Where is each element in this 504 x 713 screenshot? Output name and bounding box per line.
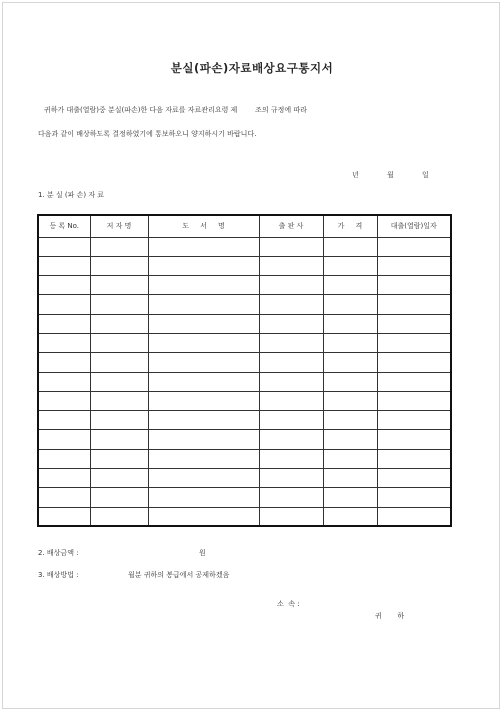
- table-cell: [148, 276, 259, 295]
- table-cell: [377, 507, 451, 526]
- table-cell: [38, 276, 90, 295]
- lost-items-table: [37, 214, 452, 527]
- table-cell: [377, 391, 451, 410]
- table-cell: [90, 411, 148, 430]
- table-row: [38, 314, 451, 333]
- table-cell: [323, 237, 377, 256]
- header-registration-no: 등 록 No.: [38, 215, 90, 237]
- compensation-amount-unit: 원: [199, 549, 206, 557]
- table-cell: [323, 469, 377, 488]
- table-cell: [148, 488, 259, 507]
- table-row: [38, 372, 451, 391]
- table-cell: [259, 237, 323, 256]
- table-cell: [259, 469, 323, 488]
- table-cell: [38, 353, 90, 372]
- header-author: 저 자 명: [90, 215, 148, 237]
- table-cell: [90, 314, 148, 333]
- table-cell: [377, 372, 451, 391]
- notice-paragraph-line1: 귀하가 대출(열람)중 분실(파손)한 다음 자료를 자료관리요령 제 조의 규정에 따라: [44, 106, 307, 114]
- table-cell: [90, 256, 148, 275]
- table-cell: [38, 333, 90, 352]
- table-cell: [323, 411, 377, 430]
- table-cell: [259, 372, 323, 391]
- table-cell: [377, 430, 451, 449]
- table-cell: [90, 469, 148, 488]
- table-cell: [148, 411, 259, 430]
- table-cell: [259, 276, 323, 295]
- table-row: [38, 237, 451, 256]
- table-cell: [377, 411, 451, 430]
- section-lost-items-heading: 1. 분 실 (파 손) 자 료: [38, 191, 105, 199]
- table-cell: [323, 295, 377, 314]
- table-cell: [323, 353, 377, 372]
- table-cell: [323, 256, 377, 275]
- compensation-method-text: 월분 귀하의 봉급에서 공제하겠음: [128, 571, 230, 579]
- table-row: [38, 469, 451, 488]
- lost-items-table-body: [38, 237, 451, 526]
- table-cell: [323, 507, 377, 526]
- table-cell: [90, 449, 148, 468]
- table-cell: [259, 295, 323, 314]
- table-cell: [323, 449, 377, 468]
- table-cell: [377, 276, 451, 295]
- table-cell: [148, 430, 259, 449]
- table-cell: [38, 488, 90, 507]
- compensation-method-label: 3. 배상방법 :: [38, 571, 79, 579]
- table-cell: [323, 314, 377, 333]
- header-price: 가 격: [323, 215, 377, 237]
- table-cell: [148, 353, 259, 372]
- table-row: [38, 488, 451, 507]
- table-cell: [259, 391, 323, 410]
- table-cell: [148, 507, 259, 526]
- table-cell: [323, 488, 377, 507]
- table-cell: [323, 391, 377, 410]
- table-cell: [90, 237, 148, 256]
- table-row: [38, 353, 451, 372]
- recipient-honorific: 귀 하: [375, 612, 405, 620]
- table-cell: [377, 449, 451, 468]
- table-row: [38, 430, 451, 449]
- date-year-label: 년: [352, 171, 359, 179]
- table-cell: [148, 469, 259, 488]
- table-cell: [148, 237, 259, 256]
- table-cell: [38, 372, 90, 391]
- table-cell: [323, 430, 377, 449]
- table-cell: [148, 391, 259, 410]
- table-cell: [38, 411, 90, 430]
- table-row: [38, 256, 451, 275]
- table-cell: [259, 449, 323, 468]
- table-cell: [377, 314, 451, 333]
- table-cell: [90, 507, 148, 526]
- table-cell: [259, 411, 323, 430]
- table-cell: [90, 430, 148, 449]
- table-cell: [377, 333, 451, 352]
- table-cell: [90, 295, 148, 314]
- table-cell: [259, 333, 323, 352]
- table-cell: [259, 488, 323, 507]
- table-row: [38, 507, 451, 526]
- table-cell: [377, 237, 451, 256]
- table-cell: [323, 333, 377, 352]
- table-cell: [38, 314, 90, 333]
- table-cell: [377, 353, 451, 372]
- table-cell: [90, 276, 148, 295]
- table-cell: [259, 507, 323, 526]
- table-cell: [38, 256, 90, 275]
- table-row: [38, 391, 451, 410]
- table-row: [38, 449, 451, 468]
- table-row: [38, 333, 451, 352]
- table-cell: [377, 295, 451, 314]
- department-label: 소 속 :: [277, 600, 300, 608]
- table-cell: [323, 372, 377, 391]
- table-cell: [148, 333, 259, 352]
- table-cell: [148, 372, 259, 391]
- table-cell: [259, 353, 323, 372]
- table-cell: [259, 256, 323, 275]
- table-cell: [148, 295, 259, 314]
- table-cell: [38, 449, 90, 468]
- header-loan-date: 대출(열람)일자: [377, 215, 451, 237]
- table-cell: [259, 314, 323, 333]
- table-cell: [90, 353, 148, 372]
- table-cell: [377, 256, 451, 275]
- table-cell: [38, 469, 90, 488]
- table-cell: [38, 391, 90, 410]
- date-day-label: 일: [422, 171, 429, 179]
- header-book-title: 도 서 명: [148, 215, 259, 237]
- table-header-row: [38, 215, 451, 237]
- table-cell: [38, 507, 90, 526]
- table-cell: [323, 276, 377, 295]
- table-cell: [148, 314, 259, 333]
- table-cell: [377, 488, 451, 507]
- table-cell: [148, 449, 259, 468]
- table-cell: [259, 430, 323, 449]
- table-row: [38, 295, 451, 314]
- table-cell: [38, 295, 90, 314]
- table-row: [38, 411, 451, 430]
- table-cell: [90, 488, 148, 507]
- header-publisher: 출 판 사: [259, 215, 323, 237]
- document-title: 분실(파손)자료배상요구통지서: [170, 61, 334, 75]
- notice-paragraph-line2: 다음과 같이 배상하도록 결정하였기에 통보하오니 양지하시기 바랍니다.: [38, 130, 257, 138]
- table-cell: [38, 430, 90, 449]
- table-cell: [90, 333, 148, 352]
- date-month-label: 월: [387, 171, 394, 179]
- table-cell: [38, 237, 90, 256]
- table-cell: [90, 391, 148, 410]
- table-cell: [90, 372, 148, 391]
- compensation-amount-label: 2. 배상금액 :: [38, 549, 79, 557]
- table-cell: [377, 469, 451, 488]
- table-row: [38, 276, 451, 295]
- table-cell: [148, 256, 259, 275]
